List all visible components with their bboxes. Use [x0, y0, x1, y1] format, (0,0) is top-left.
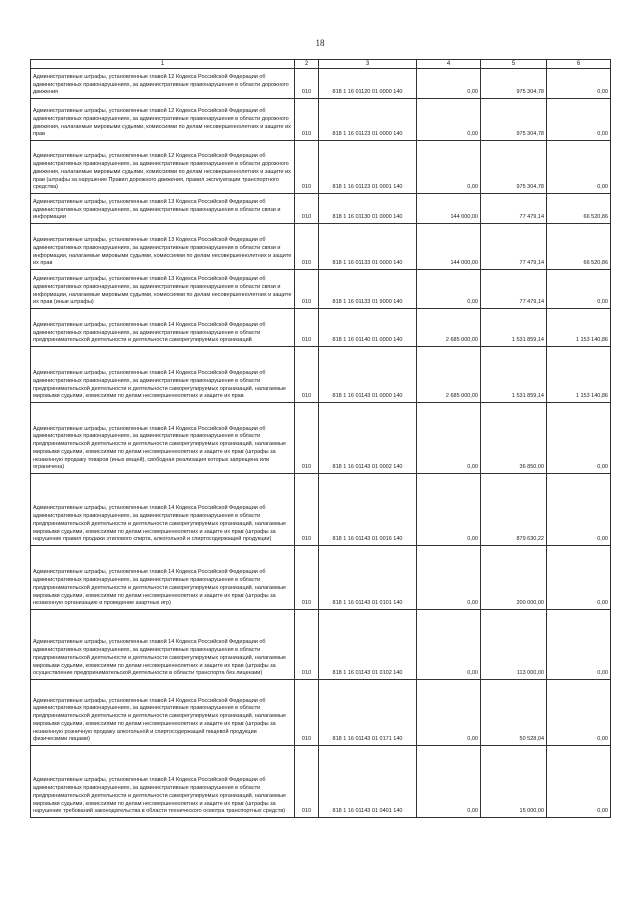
- table-row: [31, 69, 611, 99]
- column-header: 2: [295, 60, 319, 69]
- row-kbk: 818 1 16 01143 01 0016 140: [319, 474, 417, 546]
- row-fact: 36 850,00: [481, 403, 547, 474]
- row-rest: 0,00: [547, 546, 611, 610]
- table-row: [31, 224, 611, 270]
- row-name: Административные штрафы, установленные главой 14 Кодекса Российской Федерации об административных правонарушениях, за административные правонарушения в области предпринимательской деятельности и деятельности саморегулируемых организаций, налагаемые мировыми судьями, комиссиями по делам несовершеннолетних и защите их прав (штрафы за незаконную розничную продажу алкогольной и спиртосодержащей пищевой продукции физическими лицами): [31, 680, 295, 746]
- row-fact: 113 000,00: [481, 610, 547, 680]
- row-fact: 1 531 859,14: [481, 309, 547, 347]
- row-code: 010: [295, 224, 319, 270]
- row-name: Административные штрафы, установленные главой 14 Кодекса Российской Федерации об административных правонарушениях, за административные правонарушения в области предпринимательской деятельности и деятельности саморегулируемых организаций, налагаемые мировыми судьями, комиссиями по делам несовершеннолетних и защите их прав (штрафы за незаконную продажу товаров (иных вещей), свободная реализация которых запрещена или ограничена): [31, 403, 295, 474]
- row-code: 010: [295, 194, 319, 224]
- row-kbk: 818 1 16 01133 01 0000 140: [319, 224, 417, 270]
- row-plan: 0,00: [417, 99, 481, 141]
- row-kbk: 818 1 16 01143 01 0002 140: [319, 403, 417, 474]
- row-name: Административные штрафы, установленные главой 12 Кодекса Российской Федерации об административных правонарушениях, за административные правонарушения в области дорожного движения, налагаемые мировыми судьями, комиссиями по делам несовершеннолетних и защите их прав: [31, 99, 295, 141]
- table-row: [31, 746, 611, 818]
- row-code: 010: [295, 309, 319, 347]
- column-header: 3: [319, 60, 417, 69]
- row-kbk: 818 1 16 01143 01 0171 140: [319, 680, 417, 746]
- table-row: [31, 403, 611, 474]
- row-plan: 2 685 000,00: [417, 347, 481, 403]
- row-plan: 2 685 000,00: [417, 309, 481, 347]
- row-fact: 975 304,78: [481, 69, 547, 99]
- row-kbk: 818 1 16 01143 01 0000 140: [319, 347, 417, 403]
- row-rest: 0,00: [547, 270, 611, 309]
- table-row: [31, 309, 611, 347]
- row-rest: 0,00: [547, 610, 611, 680]
- row-rest: 1 153 140,86: [547, 309, 611, 347]
- row-rest: 1 153 140,86: [547, 347, 611, 403]
- row-code: 010: [295, 141, 319, 194]
- row-plan: 0,00: [417, 270, 481, 309]
- row-kbk: 818 1 16 01143 01 0101 140: [319, 546, 417, 610]
- row-rest: 0,00: [547, 69, 611, 99]
- row-fact: 50 528,04: [481, 680, 547, 746]
- row-code: 010: [295, 403, 319, 474]
- row-kbk: 818 1 16 01120 01 0000 140: [319, 69, 417, 99]
- row-fact: 15 000,00: [481, 746, 547, 818]
- table-row: [31, 141, 611, 194]
- row-kbk: 818 1 16 01130 01 0000 140: [319, 194, 417, 224]
- row-fact: 975 304,78: [481, 141, 547, 194]
- row-fact: 1 531 859,14: [481, 347, 547, 403]
- row-rest: 0,00: [547, 746, 611, 818]
- table-row: [31, 610, 611, 680]
- row-name: Административные штрафы, установленные главой 14 Кодекса Российской Федерации об административных правонарушениях, за административные правонарушения в области предпринимательской деятельности и деятельности саморегулируемых организаций, налагаемые мировыми судьями, комиссиями по делам несовершеннолетних и защите их прав (штрафы за осуществление предпринимательской деятельности в области транспорта без лицензии): [31, 610, 295, 680]
- row-name: Административные штрафы, установленные главой 14 Кодекса Российской Федерации об административных правонарушениях, за административные правонарушения в области предпринимательской деятельности и деятельности саморегулируемых организаций: [31, 309, 295, 347]
- row-fact: 975 304,78: [481, 99, 547, 141]
- row-plan: 0,00: [417, 680, 481, 746]
- table-row: [31, 680, 611, 746]
- row-name: Административные штрафы, установленные главой 12 Кодекса Российской Федерации об административных правонарушениях, за административные правонарушения в области дорожного движения, налагаемые мировыми судьями, комиссиями по делам несовершеннолетних и защите их прав (штрафы за нарушение Правил дорожного движения, правил эксплуатации транспортного средства): [31, 141, 295, 194]
- row-kbk: 818 1 16 01140 01 0000 140: [319, 309, 417, 347]
- row-name: Административные штрафы, установленные главой 13 Кодекса Российской Федерации об административных правонарушениях, за административные правонарушения в области связи и информации, налагаемые мировыми судьями, комиссиями по делам несовершеннолетних и защите их прав (иные штрафы): [31, 270, 295, 309]
- row-fact: 77 479,14: [481, 270, 547, 309]
- row-plan: 144 000,00: [417, 194, 481, 224]
- row-fact: 77 479,14: [481, 194, 547, 224]
- row-plan: 0,00: [417, 474, 481, 546]
- row-kbk: 818 1 16 01143 01 0401 140: [319, 746, 417, 818]
- column-header: 4: [417, 60, 481, 69]
- row-code: 010: [295, 270, 319, 309]
- row-code: 010: [295, 99, 319, 141]
- row-kbk: 818 1 16 01123 01 0000 140: [319, 99, 417, 141]
- table-row: [31, 347, 611, 403]
- row-name: Административные штрафы, установленные главой 14 Кодекса Российской Федерации об административных правонарушениях, за административные правонарушения в области предпринимательской деятельности и деятельности саморегулируемых организаций, налагаемые мировыми судьями, комиссиями по делам несовершеннолетних и защите их прав (штрафы за нарушение правил продажи этилового спирта, алкогольной и спиртосодержащей продукции): [31, 474, 295, 546]
- row-rest: 0,00: [547, 99, 611, 141]
- row-name: Административные штрафы, установленные главой 14 Кодекса Российской Федерации об административных правонарушениях, за административные правонарушения в области предпринимательской деятельности и деятельности саморегулируемых организаций, налагаемые мировыми судьями, комиссиями по делам несовершеннолетних и защите их прав (штрафы за нарушение требований законодательства в области технического осмотра транспортных средств): [31, 746, 295, 818]
- row-kbk: 818 1 16 01133 01 9000 140: [319, 270, 417, 309]
- header-row: [31, 60, 611, 69]
- row-code: 010: [295, 347, 319, 403]
- row-code: 010: [295, 546, 319, 610]
- row-code: 010: [295, 746, 319, 818]
- row-code: 010: [295, 69, 319, 99]
- row-fact: 200 000,00: [481, 546, 547, 610]
- column-header: 5: [481, 60, 547, 69]
- row-code: 010: [295, 474, 319, 546]
- row-rest: 0,00: [547, 141, 611, 194]
- row-kbk: 818 1 16 01143 01 0102 140: [319, 610, 417, 680]
- row-code: 010: [295, 610, 319, 680]
- row-plan: 144 000,00: [417, 224, 481, 270]
- row-plan: 0,00: [417, 546, 481, 610]
- row-fact: 879 630,22: [481, 474, 547, 546]
- row-rest: 0,00: [547, 403, 611, 474]
- row-fact: 77 479,14: [481, 224, 547, 270]
- row-name: Административные штрафы, установленные главой 13 Кодекса Российской Федерации об административных правонарушениях, за административные правонарушения в области связи и информации, налагаемые мировыми судьями, комиссиями по делам несовершеннолетних и защите их прав: [31, 224, 295, 270]
- row-plan: 0,00: [417, 69, 481, 99]
- row-plan: 0,00: [417, 746, 481, 818]
- row-plan: 0,00: [417, 403, 481, 474]
- row-name: Административные штрафы, установленные главой 14 Кодекса Российской Федерации об административных правонарушениях, за административные правонарушения в области предпринимательской деятельности и деятельности саморегулируемых организаций, налагаемые мировыми судьями, комиссиями по делам несовершеннолетних и защите их прав: [31, 347, 295, 403]
- row-code: 010: [295, 680, 319, 746]
- row-plan: 0,00: [417, 610, 481, 680]
- row-kbk: 818 1 16 01123 01 0001 140: [319, 141, 417, 194]
- report-table: [30, 59, 611, 818]
- row-plan: 0,00: [417, 141, 481, 194]
- page-number: 18: [315, 38, 325, 48]
- table-row: [31, 474, 611, 546]
- table-row: [31, 99, 611, 141]
- table-row: [31, 546, 611, 610]
- table-row: [31, 270, 611, 309]
- row-rest: 66 520,86: [547, 194, 611, 224]
- column-header: 6: [547, 60, 611, 69]
- row-rest: 66 520,86: [547, 224, 611, 270]
- row-name: Административные штрафы, установленные главой 14 Кодекса Российской Федерации об административных правонарушениях, за административные правонарушения в области предпринимательской деятельности и деятельности саморегулируемых организаций, налагаемые мировыми судьями, комиссиями по делам несовершеннолетних и защите их прав (штрафы за незаконную организацию и проведение азартных игр): [31, 546, 295, 610]
- row-name: Административные штрафы, установленные главой 12 Кодекса Российской Федерации об административных правонарушениях, за административные правонарушения в области дорожного движения: [31, 69, 295, 99]
- column-header: 1: [31, 60, 295, 69]
- row-rest: 0,00: [547, 474, 611, 546]
- row-name: Административные штрафы, установленные главой 13 Кодекса Российской Федерации об административных правонарушениях, за административные правонарушения в области связи и информации: [31, 194, 295, 224]
- table-row: [31, 194, 611, 224]
- row-rest: 0,00: [547, 680, 611, 746]
